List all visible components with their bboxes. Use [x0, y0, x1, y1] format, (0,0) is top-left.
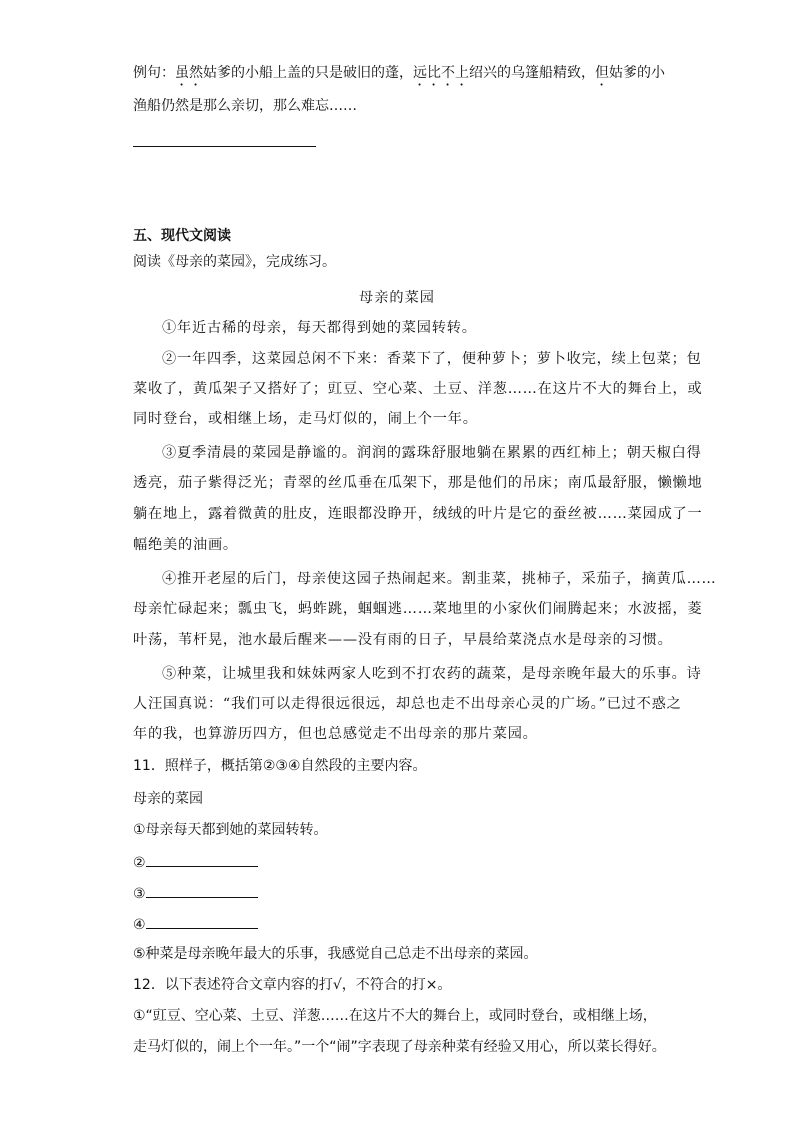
article-title: [0, 288, 794, 308]
example-keyword-yuanbishang: 远比不上: [413, 65, 469, 81]
item-3-answer-blank[interactable]: [146, 882, 258, 898]
article-line: ④推开老屋的后门，母亲使这园子热闹起来。割韭菜，挑柿子，采茄子，摘黄瓜……: [162, 571, 717, 587]
question-11-prompt: 11．照样子，概括第②③④自然段的主要内容。: [133, 758, 427, 774]
article-line: ③夏季清晨的菜园是静谧的。润润的露珠舒服地躺在累累的西红柿上；朝天椒白得: [162, 445, 702, 461]
question-12-line-1: ①“豇豆、空心菜、土豆、洋葱……在这片不大的舞台上，或同时登台，或相继上场，: [133, 1008, 657, 1024]
question-11-title: 母亲的菜园: [133, 791, 203, 807]
question-11-item-1: ①母亲每天都到她的菜园转转。: [133, 822, 328, 838]
question-12-prompt: 12．以下表述符合文章内容的打√，不符合的打×。: [133, 977, 452, 993]
item-2-label: ②: [133, 855, 146, 871]
example-text: 绍兴的乌篷船精致，: [469, 65, 595, 81]
article-line: 叶荡，苇杆晃，池水最后醒来——没有雨的日子，早晨给菜浇点水是母亲的习惯。: [133, 632, 673, 648]
article-line: 同时登台，或相继上场，走马灯似的，闹上个一年。: [133, 411, 478, 427]
item-3-label: ③: [133, 886, 146, 902]
example-text: 姑爹的小船上盖的只是破旧的蓬，: [203, 65, 413, 81]
example-keyword-suiran: 虽然: [175, 65, 203, 81]
question-11-item-2: [133, 851, 258, 873]
section-heading: 五、现代文阅读: [133, 228, 231, 244]
article-line: 年的我，也算游历四方，但也总感觉走不出母亲的那片菜园。: [133, 726, 538, 742]
article-line: 母亲忙碌起来；瓢虫飞，蚂蚱跳，蝈蝈逃……菜地里的小家伙们闹腾起来；水波摇，菱: [133, 601, 703, 617]
article-line: ②一年四季，这菜园总闲不下来：香菜下了，便种萝卜；萝卜收完，续上包菜；包: [162, 351, 702, 367]
example-text: 姑爹的小: [609, 65, 665, 81]
article-line: 透亮，茄子紫得泛光；青翠的丝瓜垂在瓜架下，那是他们的吊床；南瓜最舒服，懒懒地: [133, 475, 703, 491]
item-2-answer-blank[interactable]: [146, 851, 258, 867]
article-line: ⑤种菜，让城里我和妹妹两家人吃到不打农药的蔬菜，是母亲晚年最大的乐事。诗: [162, 666, 702, 682]
example-label: 例句：: [133, 65, 175, 81]
example-keyword-dan: 但: [595, 65, 609, 81]
question-11-item-5: ⑤种菜是母亲晚年最大的乐事，我感觉自己总走不出母亲的菜园。: [133, 946, 538, 962]
item-4-answer-blank[interactable]: [146, 913, 258, 929]
question-11-item-3: [133, 882, 258, 904]
example-line-1: [133, 63, 665, 89]
article-line: 人汪国真说：“我们可以走得很远很远，却总也走不出母亲心灵的广场。”已过不惑之: [133, 696, 682, 712]
question-11-item-4: [133, 913, 258, 935]
example-line-2: 渔船仍然是那么亲切，那么难忘……: [133, 98, 357, 114]
article-line: ①年近古稀的母亲，每天都得到她的菜园转转。: [162, 320, 477, 336]
article-line: 躺在地上，露着微黄的肚皮，连眼都没睁开，绒绒的叶片是它的蚕丝被……菜园成了一: [133, 506, 703, 522]
example-answer-blank[interactable]: [133, 131, 316, 147]
question-12-line-2: 走马灯似的，闹上个一年。”一个“闹”字表现了母亲种菜有经验又用心，所以菜长得好。: [133, 1039, 666, 1055]
article-line: 菜收了，黄瓜架子又搭好了；豇豆、空心菜、土豆、洋葱……在这片不大的舞台上，或: [133, 381, 703, 397]
article-line: 幅绝美的油画。: [133, 537, 238, 553]
article-title-text: 母亲的菜园: [359, 290, 435, 306]
item-4-label: ④: [133, 917, 146, 933]
section-intro: 阅读《母亲的菜园》，完成练习。: [133, 254, 336, 270]
